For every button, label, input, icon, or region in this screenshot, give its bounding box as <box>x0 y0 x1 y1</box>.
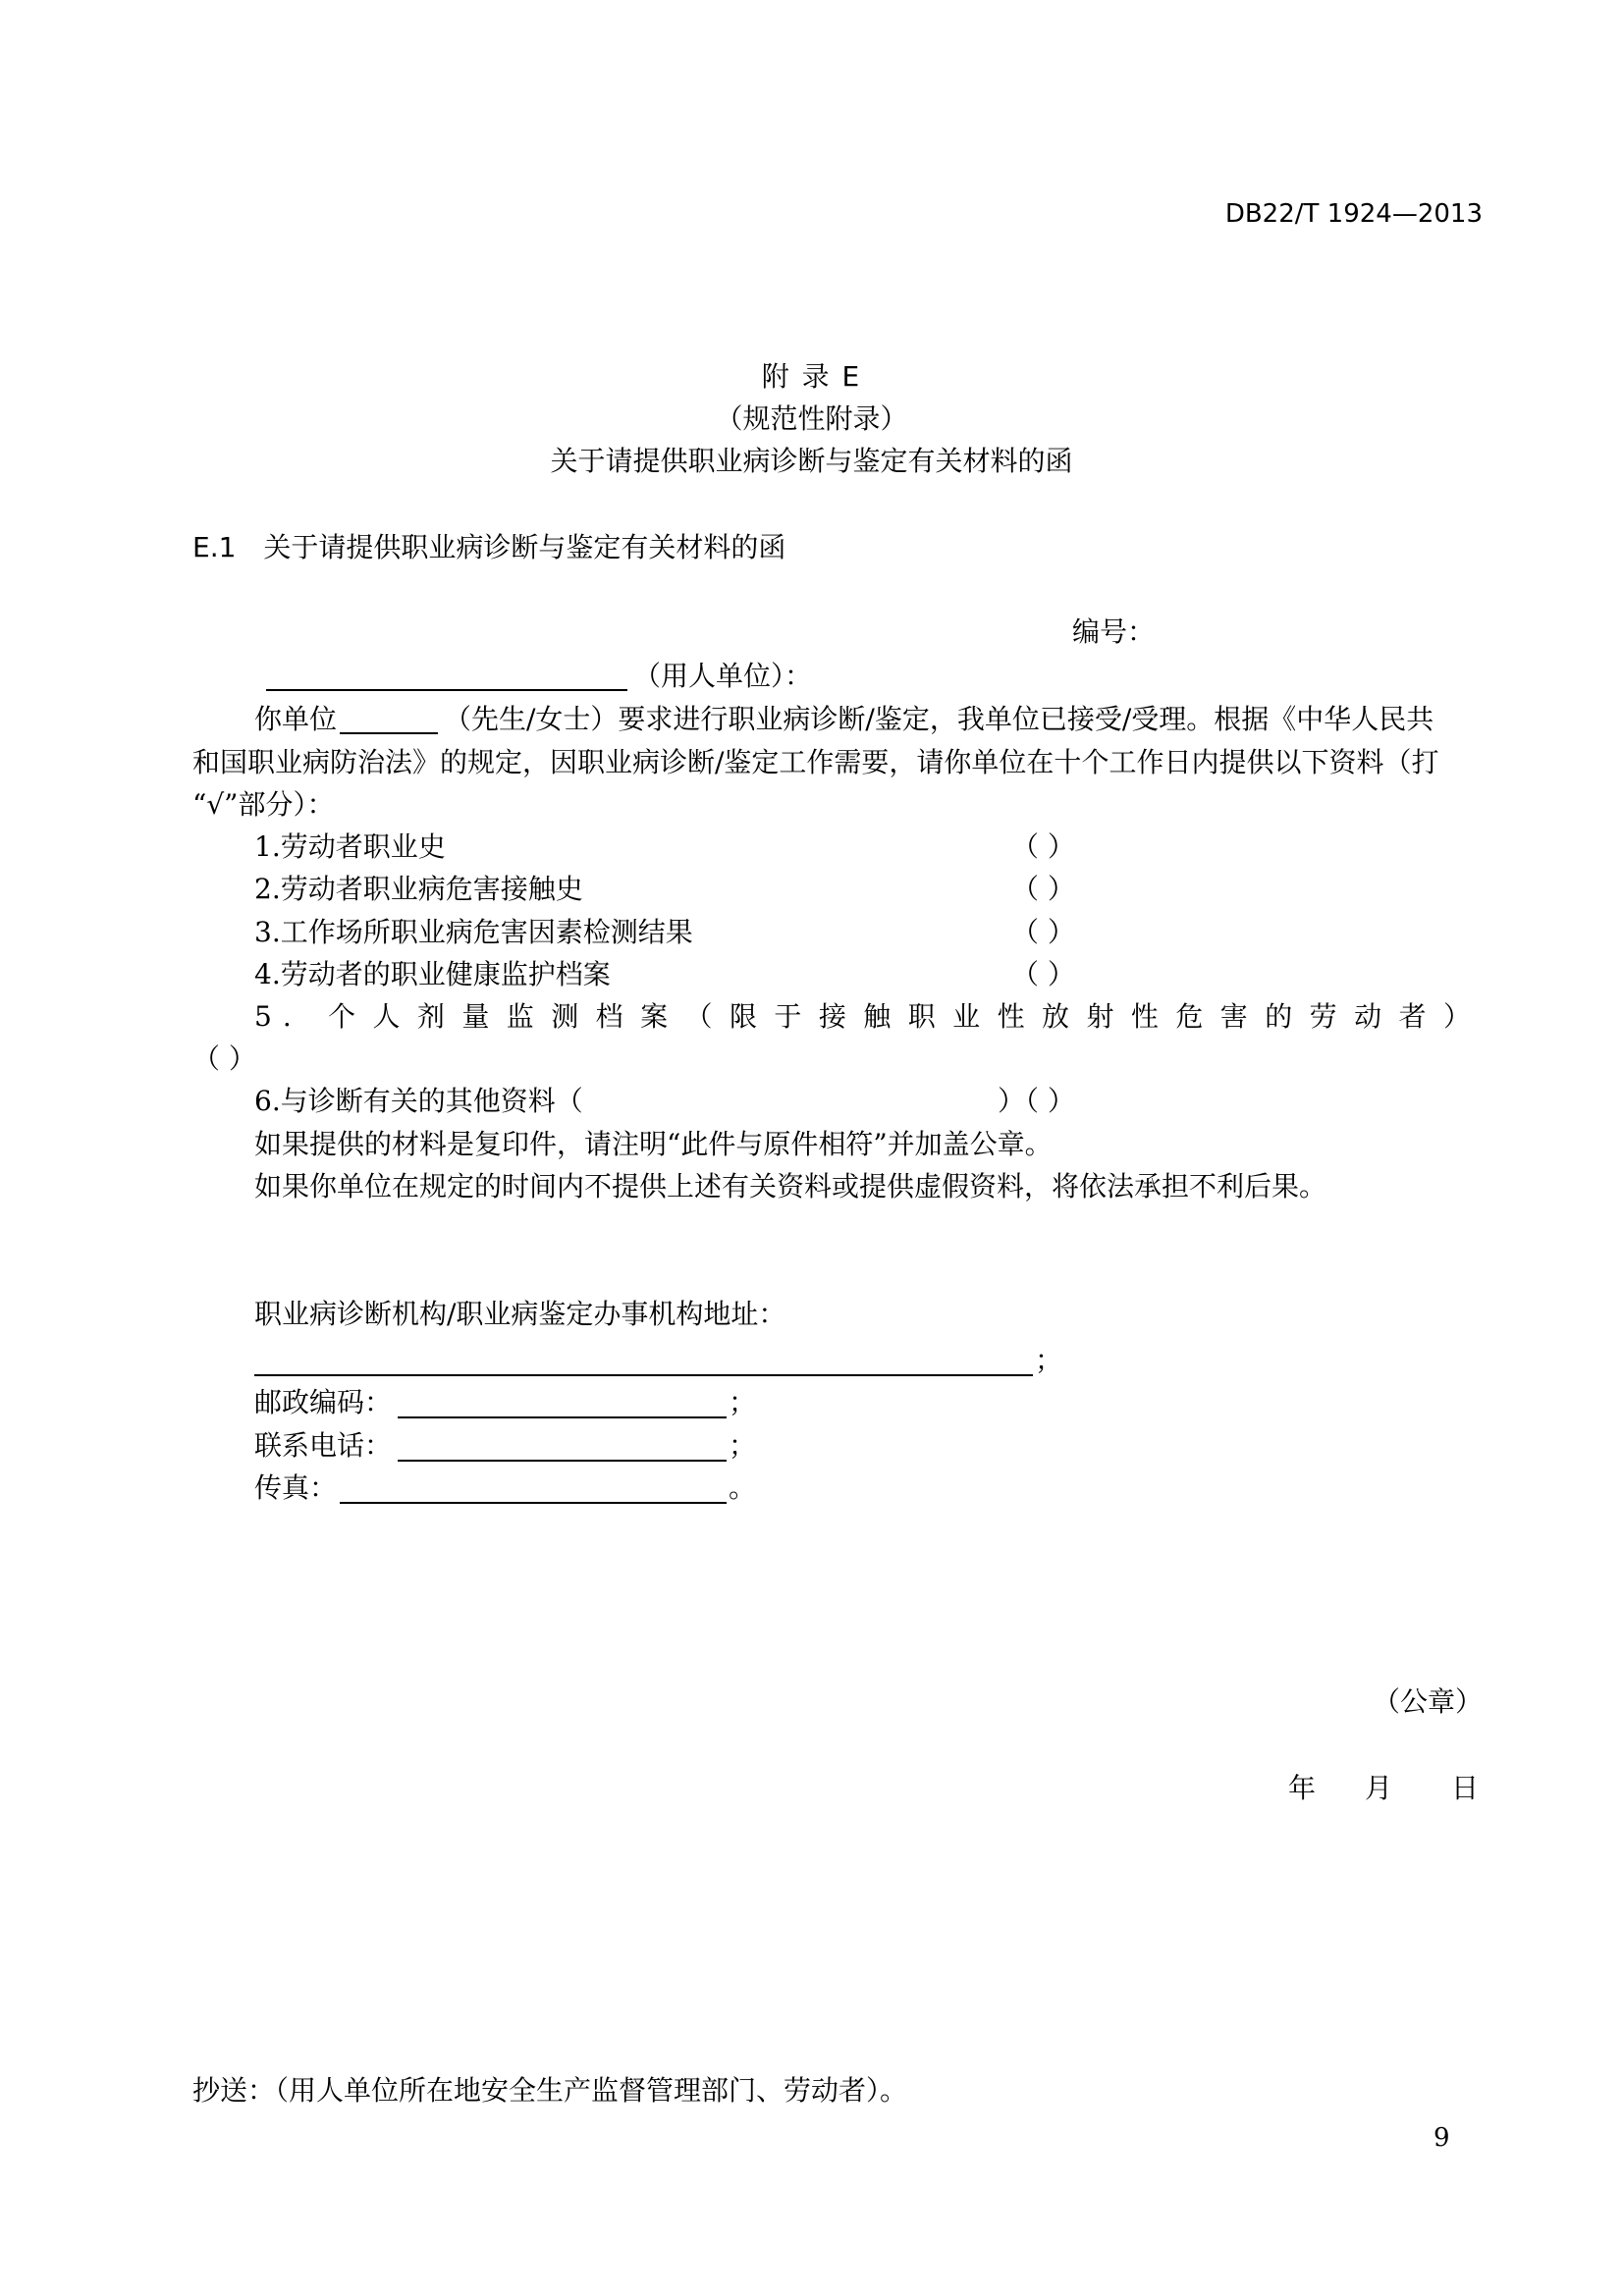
fax-underline <box>340 1502 727 1504</box>
appendix-label: 附 录 E <box>761 360 862 393</box>
section-heading <box>192 531 786 563</box>
para1-rest: （先生/女士）要求进行职业病诊断/鉴定，我单位已接受/受理。根据《中华人民共 <box>444 703 1434 735</box>
para1-line3: “√”部分）： <box>192 788 335 821</box>
document-code: DB22/T 1924—2013 <box>1224 199 1483 229</box>
note-copies: 如果提供的材料是复印件，请注明“此件与原件相符”并加盖公章。 <box>254 1128 1053 1160</box>
appendix-title: 关于请提供职业病诊断与鉴定有关材料的函 <box>550 445 1073 477</box>
phone-end: ； <box>729 1429 757 1462</box>
address-label: 职业病诊断机构/职业病鉴定办事机构地址： <box>254 1298 786 1330</box>
item-6-suffix[interactable]: ）（ ） <box>998 1085 1075 1117</box>
appendix-type: （规范性附录） <box>715 402 908 435</box>
section-number: E.1 <box>192 531 237 563</box>
item-6-prefix: 6.与诊断有关的其他资料（ <box>254 1085 583 1117</box>
address-underline <box>254 1374 1033 1376</box>
item-1: 1.劳动者职业史 <box>254 830 446 863</box>
date-day: 日 <box>1451 1772 1480 1804</box>
item-5-checkbox[interactable]: （ ） <box>192 1042 256 1075</box>
postcode-underline <box>398 1416 727 1418</box>
address-end: ； <box>1035 1344 1063 1376</box>
cc-line: 抄送：（用人单位所在地安全生产监督管理部门、劳动者）。 <box>192 2074 908 2107</box>
official-seal: （公章） <box>1373 1685 1484 1718</box>
postcode-label: 邮政编码： <box>254 1386 393 1418</box>
item-5: 5. 个人剂量监测档案（限于接触职业性放射性危害的劳动者） <box>254 1000 1482 1033</box>
phone-underline <box>398 1460 727 1462</box>
note-consequences: 如果你单位在规定的时间内不提供上述有关资料或提供虚假资料，将依法承担不利后果。 <box>254 1170 1327 1202</box>
para1-start: 你单位 <box>254 703 338 735</box>
item-4-checkbox[interactable]: （ ） <box>1011 958 1075 990</box>
section-title: 关于请提供职业病诊断与鉴定有关材料的函 <box>263 531 786 563</box>
item-2: 2.劳动者职业病危害接触史 <box>254 873 583 905</box>
item-3: 3.工作场所职业病危害因素检测结果 <box>254 916 693 948</box>
item-2-checkbox[interactable]: （ ） <box>1011 873 1075 905</box>
item-4: 4.劳动者的职业健康监护档案 <box>254 958 611 990</box>
page-number: 9 <box>1434 2123 1450 2153</box>
phone-label: 联系电话： <box>254 1429 393 1462</box>
date-year: 年 <box>1288 1772 1317 1804</box>
person-name-underline <box>340 732 438 734</box>
item-1-checkbox[interactable]: （ ） <box>1011 830 1075 863</box>
addressee-suffix: （用人单位）： <box>633 660 813 692</box>
para1-line2: 和国职业病防治法》的规定，因职业病诊断/鉴定工作需要，请你单位在十个工作日内提供以下资料（打 <box>192 746 1439 778</box>
addressee-underline <box>266 689 627 691</box>
fax-end: 。 <box>729 1471 757 1504</box>
serial-number-label: 编号： <box>1072 615 1156 648</box>
date-month: 月 <box>1365 1772 1393 1804</box>
fax-label: 传真： <box>254 1471 338 1504</box>
postcode-end: ； <box>729 1386 757 1418</box>
item-3-checkbox[interactable]: （ ） <box>1011 916 1075 948</box>
